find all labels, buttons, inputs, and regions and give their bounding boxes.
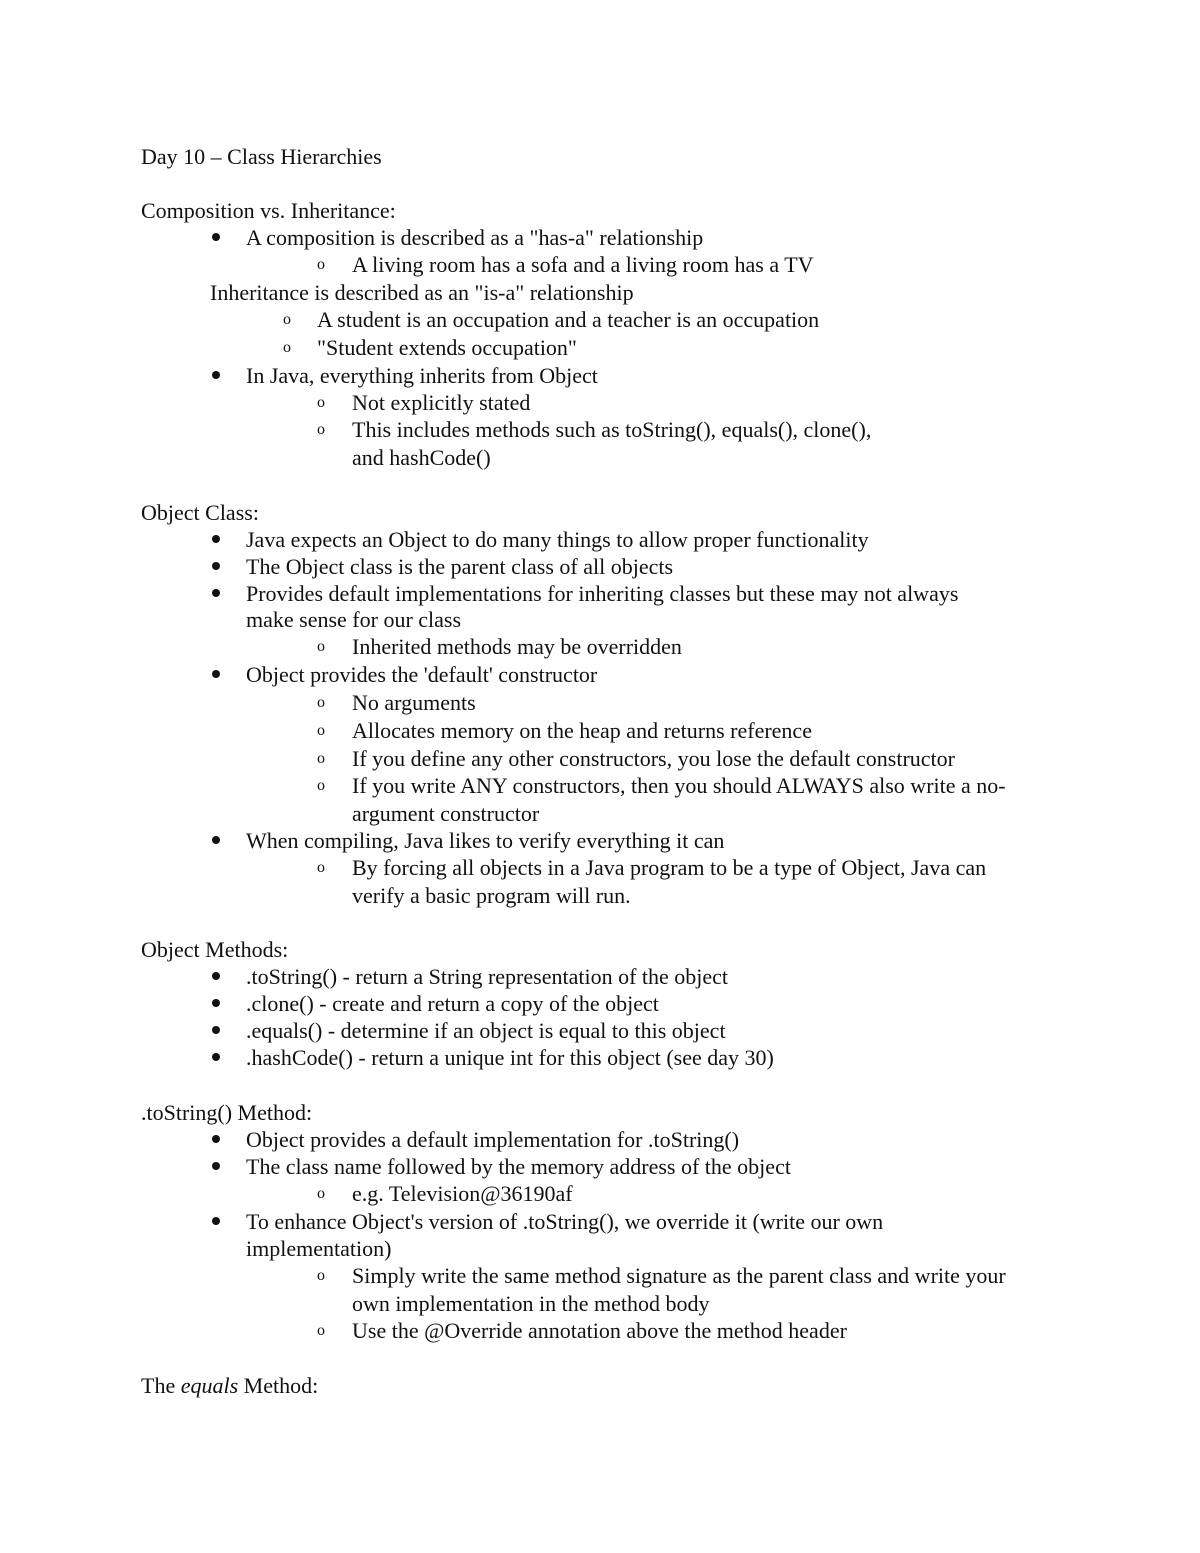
bullet-icon: [212, 972, 220, 980]
list-item: "Student extends occupation": [317, 335, 577, 360]
list-item: The Object class is the parent class of all objects: [246, 554, 674, 579]
bullet-icon: [212, 670, 220, 678]
sub-bullet-icon: o: [317, 694, 325, 711]
list-item: Not explicitly stated: [352, 390, 531, 415]
list-item: .hashCode() - return a unique int for this object (see day 30): [246, 1045, 774, 1070]
bullet-icon: [212, 589, 220, 597]
page-title: Day 10 – Class Hierarchies: [141, 144, 382, 169]
list-item: Java expects an Object to do many things to allow proper functionality: [246, 527, 869, 552]
section-heading-object-methods: Object Methods:: [141, 937, 289, 962]
heading-text: The: [141, 1373, 181, 1398]
list-item: To enhance Object's version of .toString(), we override it (write our own: [246, 1209, 884, 1234]
bullet-icon: [212, 999, 220, 1007]
text-line: Inheritance is described as an "is-a" relationship: [210, 280, 634, 305]
bullet-icon: [212, 1026, 220, 1034]
sub-bullet-icon: o: [283, 311, 291, 328]
sub-bullet-icon: o: [283, 339, 291, 356]
list-item: Inherited methods may be overridden: [352, 634, 682, 659]
list-item: Object provides a default implementation for .toString(): [246, 1127, 740, 1152]
bullet-icon: [212, 233, 220, 241]
list-item-continuation: own implementation in the method body: [352, 1291, 710, 1316]
list-item-continuation: implementation): [246, 1236, 392, 1261]
list-item: Object provides the 'default' constructor: [246, 662, 598, 687]
list-item-continuation: make sense for our class: [246, 607, 462, 632]
section-heading-equals: [141, 1372, 318, 1399]
list-item-continuation: argument constructor: [352, 801, 540, 826]
sub-bullet-icon: o: [317, 859, 325, 876]
section-heading-tostring: .toString() Method:: [141, 1100, 313, 1125]
heading-emphasis: equals: [180, 1373, 239, 1398]
bullet-icon: [212, 836, 220, 844]
sub-bullet-icon: o: [317, 1322, 325, 1339]
list-item: When compiling, Java likes to verify everything it can: [246, 828, 725, 853]
bullet-icon: [212, 1217, 220, 1225]
list-item-continuation: verify a basic program will run.: [352, 883, 631, 908]
list-item: A living room has a sofa and a living room has a TV: [352, 252, 814, 277]
bullet-icon: [212, 1053, 220, 1061]
list-item: Simply write the same method signature as the parent class and write your: [352, 1263, 1006, 1288]
list-item: If you define any other constructors, you lose the default constructor: [352, 746, 955, 771]
list-item: .clone() - create and return a copy of the object: [246, 991, 659, 1016]
bullet-icon: [212, 1135, 220, 1143]
list-item-continuation: and hashCode(): [352, 445, 491, 470]
sub-bullet-icon: o: [317, 394, 325, 411]
sub-bullet-icon: o: [317, 421, 325, 438]
list-item: No arguments: [352, 690, 476, 715]
section-heading-object-class: Object Class:: [141, 500, 259, 525]
list-item: If you write ANY constructors, then you should ALWAYS also write a no-: [352, 773, 1006, 798]
section-heading-composition: Composition vs. Inheritance:: [141, 198, 396, 223]
list-item: The class name followed by the memory address of the object: [246, 1154, 791, 1179]
list-item: This includes methods such as toString(), equals(), clone(),: [352, 417, 872, 442]
list-item: Allocates memory on the heap and returns reference: [352, 718, 812, 743]
bullet-icon: [212, 371, 220, 379]
list-item: .toString() - return a String representation of the object: [246, 964, 729, 989]
list-item: .equals() - determine if an object is equal to this object: [246, 1018, 726, 1043]
bullet-icon: [212, 562, 220, 570]
sub-bullet-icon: o: [317, 256, 325, 273]
sub-bullet-icon: o: [317, 1185, 325, 1202]
heading-text: Method:: [238, 1373, 319, 1398]
sub-bullet-icon: o: [317, 777, 325, 794]
sub-bullet-icon: o: [317, 1267, 325, 1284]
bullet-icon: [212, 1162, 220, 1170]
list-item: Provides default implementations for inheriting classes but these may not always: [246, 581, 959, 606]
list-item: A student is an occupation and a teacher is an occupation: [317, 307, 820, 332]
list-item: e.g. Television@36190af: [352, 1181, 573, 1206]
list-item: By forcing all objects in a Java program to be a type of Object, Java can: [352, 855, 987, 880]
list-item: In Java, everything inherits from Object: [246, 363, 598, 388]
list-item: A composition is described as a "has-a" relationship: [246, 225, 704, 250]
sub-bullet-icon: o: [317, 638, 325, 655]
sub-bullet-icon: o: [317, 722, 325, 739]
bullet-icon: [212, 535, 220, 543]
sub-bullet-icon: o: [317, 750, 325, 767]
list-item: Use the @Override annotation above the method header: [352, 1318, 847, 1343]
